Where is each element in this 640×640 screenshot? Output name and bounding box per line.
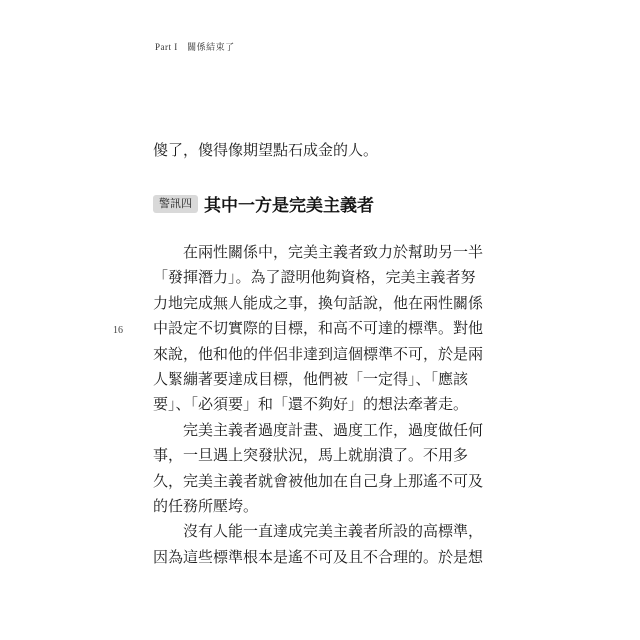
body-text	[153, 240, 484, 570]
paragraph-line: 的任務所壓垮。	[153, 496, 259, 515]
warning-badge: 警訊四	[153, 195, 198, 213]
paragraph-line: 要」、「必須要」和「還不夠好」的想法牽著走。	[153, 395, 469, 414]
paragraph-line: 事，一旦遇上突發狀況，馬上就崩潰了。不用多	[153, 446, 469, 465]
section-heading	[153, 191, 374, 216]
paragraph-line: 「發揮潛力」。為了證明他夠資格，完美主義者努	[153, 268, 476, 287]
paragraph-line: 完美主義者過度計畫、過度工作，過度做任何	[183, 420, 484, 439]
part-label: Part I	[155, 42, 178, 52]
page-number: 16	[113, 325, 123, 336]
paragraph-line: 因為這些標準根本是遙不可及且不合理的。於是想	[153, 547, 484, 566]
section-title: 其中一方是完美主義者	[204, 196, 374, 216]
paragraph-line: 來說，他和他的伴侶非達到這個標準不可，於是兩	[153, 344, 484, 363]
lead-paragraph-line: 傻了，傻得像期望點石成金的人。	[153, 141, 379, 159]
chapter-title: 關係結束了	[187, 43, 235, 53]
paragraph-line: 久，完美主義者就會被他加在自己身上那遙不可及	[153, 471, 484, 490]
running-header	[155, 40, 235, 53]
paragraph-line: 力地完成無人能成之事，換句話說，他在兩性關係	[153, 293, 484, 312]
paragraph-line: 在兩性關係中，完美主義者致力於幫助另一半	[183, 243, 484, 261]
paragraph-line: 人緊繃著要達成目標，他們被「一定得」、「應該	[153, 369, 469, 388]
paragraph-line: 沒有人能一直達成完美主義者所設的高標準，	[183, 522, 484, 541]
paragraph-line: 中設定不切實際的目標，和高不可達的標準。對他	[153, 319, 484, 338]
